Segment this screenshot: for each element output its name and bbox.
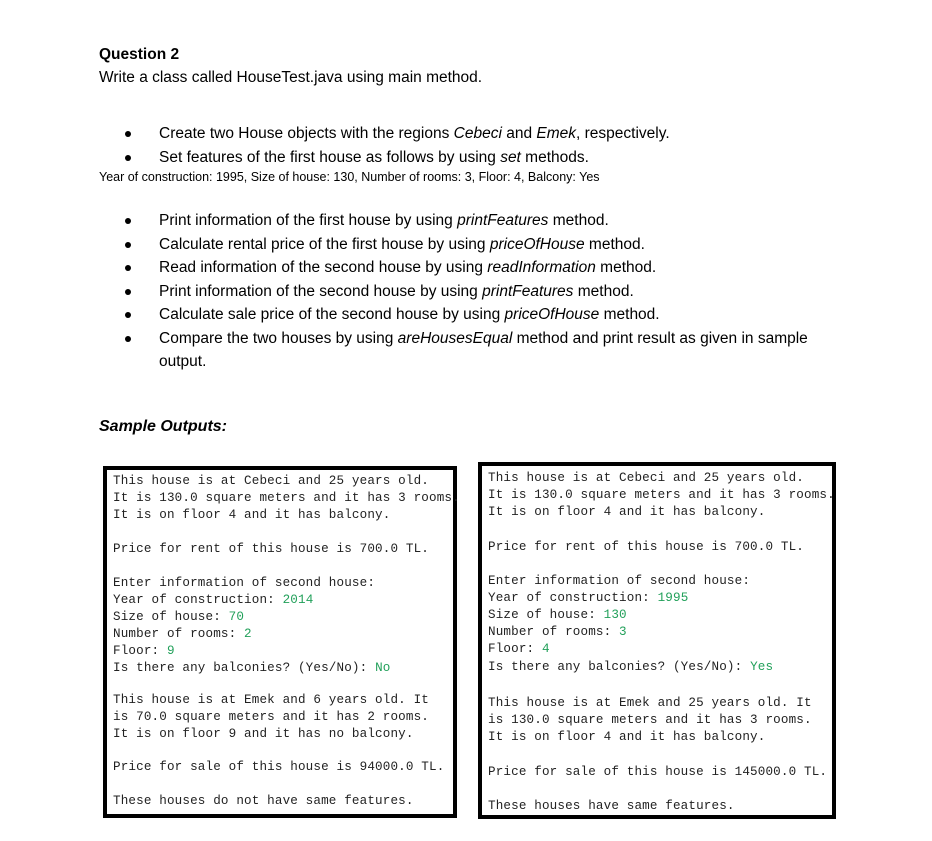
console-line: Price for sale of this house is 94000.0 TL.	[113, 760, 445, 774]
console-line: is 130.0 square meters and it has 3 rooms.	[488, 713, 812, 727]
console-line: Price for sale of this house is 145000.0 TL.	[488, 765, 828, 779]
console-line: It is on floor 9 and it has no balcony.	[113, 727, 414, 741]
console-line: These houses do not have same features.	[113, 794, 414, 808]
console-input: 70	[228, 610, 245, 624]
bullet-item: Compare the two houses by using areHousesEqual method and print result as given in sample output.	[0, 327, 819, 374]
bullet-item: Print information of the second house by using printFeatures method.	[0, 280, 819, 304]
console-line: Price for rent of this house is 700.0 TL.	[488, 540, 805, 554]
console-line: is 70.0 square meters and it has 2 rooms.	[113, 710, 430, 724]
console-input: 4	[541, 642, 550, 656]
console-output-left	[103, 466, 460, 818]
console-line: Year of construction: 1995	[488, 591, 689, 605]
console-line: Enter information of second house:	[488, 574, 751, 588]
console-input: 3	[619, 625, 627, 639]
console-line: This house is at Emek and 25 years old. It	[488, 696, 812, 710]
console-line: Enter information of second house:	[113, 576, 376, 590]
console-input: Yes	[750, 660, 774, 674]
console-line: Number of rooms: 2	[113, 627, 252, 641]
bullet-item: Set features of the first house as follows by using set methods.	[0, 146, 819, 170]
console-input: 2014	[282, 593, 314, 607]
console-input: 2	[244, 627, 252, 641]
console-line: Is there any balconies? (Yes/No): No	[113, 661, 391, 675]
console-line: Number of rooms: 3	[488, 625, 627, 639]
console-line: This house is at Cebeci and 25 years old.	[488, 471, 805, 485]
console-line: Size of house: 70	[113, 610, 245, 624]
bullet-item: Read information of the second house by using readInformation method.	[0, 256, 819, 280]
sample-outputs-heading: Sample Outputs:	[99, 418, 228, 435]
console-line: Year of construction: 2014	[113, 593, 314, 607]
console-line: Floor: 4	[488, 642, 550, 656]
bullet-list-bottom	[0, 209, 932, 374]
bullet-item: Calculate sale price of the second house by using priceOfHouse method.	[0, 303, 819, 327]
bullet-item: Print information of the first house by using printFeatures method.	[0, 209, 819, 233]
bullet-list-top	[0, 122, 932, 169]
house-features-line: Year of construction: 1995, Size of house: 130, Number of rooms: 3, Floor: 4, Balcony: Yes	[99, 170, 600, 184]
console-input: 1995	[657, 591, 689, 605]
console-line: It is 130.0 square meters and it has 3 rooms.	[113, 491, 460, 505]
console-line: It is on floor 4 and it has balcony.	[488, 730, 766, 744]
console-input: 130	[603, 608, 627, 622]
console-line: Floor: 9	[113, 644, 175, 658]
bullet-item: Create two House objects with the regions Cebeci and Emek, respectively.	[0, 122, 819, 146]
question-instruction: Write a class called HouseTest.java using main method.	[99, 69, 483, 86]
question-title: Question 2	[99, 46, 180, 63]
console-input: No	[375, 661, 391, 675]
console-line: It is on floor 4 and it has balcony.	[113, 508, 391, 522]
console-line: Size of house: 130	[488, 608, 627, 622]
console-output-right	[478, 462, 836, 819]
console-line: This house is at Cebeci and 25 years old.	[113, 474, 430, 488]
console-line: It is on floor 4 and it has balcony.	[488, 505, 766, 519]
bullet-item: Calculate rental price of the first house by using priceOfHouse method.	[0, 233, 819, 257]
console-line: This house is at Emek and 6 years old. It	[113, 693, 430, 707]
console-line: Is there any balconies? (Yes/No): Yes	[488, 660, 774, 674]
console-input: 9	[166, 644, 175, 658]
console-line: It is 130.0 square meters and it has 3 rooms.	[488, 488, 835, 502]
console-line: These houses have same features.	[488, 799, 735, 813]
console-line: Price for rent of this house is 700.0 TL.	[113, 542, 430, 556]
